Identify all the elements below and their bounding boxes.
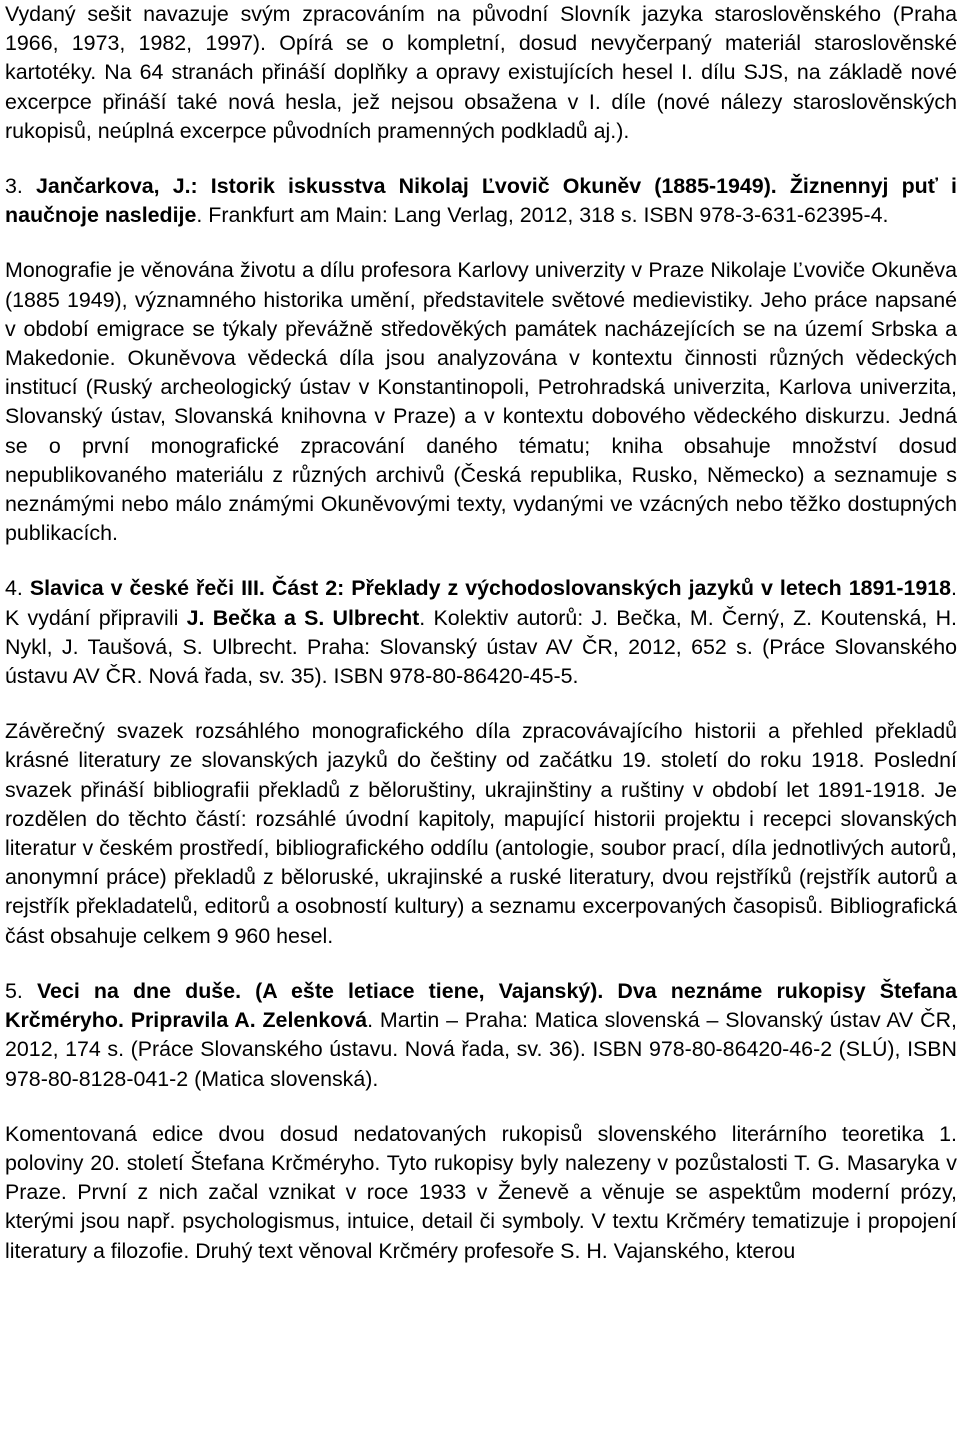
entry-5-citation — [5, 977, 957, 1094]
intro-paragraph: Vydaný sešit navazuje svým zpracováním na původní Slovník jazyka staroslověnského (Praha 1966, 1973, 1982, 1997). Opírá se o kompletní, dosud nevyčerpaný materiál staroslověnské kartotéky. Na 64 stranách přináší doplňky a opravy existujících hesel I. dílu SJS, na základě nové excerpce přináší také nová hesla, jež nejsou obsažena v I. díle (nové nálezy staroslověnských rukopisů, neúplná excerpce původních pramenných podkladů aj.). — [5, 2, 957, 143]
entry-5-number: 5. — [5, 978, 23, 1003]
entry-5-description: Komentovaná edice dvou dosud nedatovaných rukopisů slovenského literárního teoretika 1. poloviny 20. století Štefana Krčméryho. Tyto rukopisy byly nalezeny v pozůstalosti T. G. Masaryka v Praze. První z nich začal vznikat v roce 1933 v Ženevě a věnuje se aspektům moderní prózy, kterými jsou např. psychologismus, intuice, detail či symboly. V textu Krčméry tematizuje i propojení literatury a filozofie. Druhý text věnoval Krčméry profesoře S. H. Vajanského, kterou — [5, 1121, 957, 1263]
entry-3-publication: . Frankfurt am Main: Lang Verlag, 2012, 318 s. ISBN 978-3-631-62395-4. — [196, 203, 889, 228]
entry-4-number: 4. — [5, 576, 23, 601]
entry-3-citation — [5, 172, 957, 230]
document-page — [5, 0, 957, 1266]
entry-4-title: Slavica v české řeči III. Část 2: Překlady z východoslovanských jazyků v letech 1891-1918 — [29, 576, 952, 601]
entry-5-title: Veci na dne duše. (A ešte letiace tiene, Vajanský). Dva neznáme rukopisy Štefana Krčméryho. Pripravila A. Zelenková — [5, 978, 957, 1033]
entry-3-title: : Istorik iskusstva Nikolaj Ľvovič Okuněv (1885-1949). Žiznennyj puť i naučnoje nasledije — [5, 174, 957, 228]
entry-3-number: 3. — [5, 174, 23, 199]
entry-4-mid-text: . K vydání připravili — [5, 576, 957, 630]
entry-4-description: Závěrečný svazek rozsáhlého monografického díla zpracovávajícího historii a přehled překladů krásné literatury ze slovanských jazyků do češtiny od začátku 19. století do roku 1918. Poslední svazek přináší bibliografii překladů z běloruštiny, ukrajinštiny a ruštiny v období let 1891-1918. Je rozdělen do těchto částí: rozsáhlé úvodní kapitoly, mapující historii projektu i recepci slovanských literatur v českém prostředí, bibliografického oddílu (antologie, soubor prací, díla jednotlivých autorů, anonymní práce) překladů z běloruské, ukrajinské a ruské literatury, dvou rejstříků (rejstřík autorů a rejstřík překladatelů, editorů a osobností kultury) a seznamu excerpovaných časopisů. Bibliografická část obsahuje celkem 9 960 hesel. — [5, 719, 957, 948]
entry-4-publication: . Kolektiv autorů: J. Bečka, M. Černý, Z. Koutenská, H. Nykl, J. Taušová, S. Ulbrecht. Praha: Slovanský ústav AV ČR, 2012, 652 s. (Práce Slovanského ústavu AV ČR. Nová řada, sv. 35). ISBN 978-80-86420-45-5. — [5, 605, 957, 689]
entry-3-description: Monografie je věnována životu a dílu profesora Karlovy univerzity v Praze Nikolaje Ľvoviče Okuněva (1885 1949), významného historika umění, představitele světové medievistiky. Jeho práce napsané v období emigrace se týkaly převážně středověkých památek nacházejících se na území Srbska a Makedonie. Okuněvova vědecká díla jsou analyzována v kontextu činnosti různých vědeckých institucí (Ruský archeologický ústav v Konstantinopoli, Petrohradská univerzita, Karlova univerzita, Slovanský ústav, Slovanská knihovna v Praze) a v kontextu dobového vědeckého diskurzu. Jedná se o první monografické zpracování daného tématu; kniha obsahuje množství dosud nepublikovaného materiálu z různých archivů (Česká republika, Rusko, Německo) a seznamuje s neznámými nebo málo známými Okuněvovými texty, vydanými ve vzácných nebo těžko dostupných publikacích. — [5, 258, 957, 546]
entry-4-citation — [5, 574, 957, 691]
entry-3-author: Jančarkova, J. — [35, 174, 191, 199]
entry-5-publication: . Martin – Praha: Matica slovenská – Slovanský ústav AV ČR, 2012, 174 s. (Práce Slovanského ústavu. Nová řada, sv. 36). ISBN 978-80-86420-46-2 (SLÚ), ISBN 978-80-8128-041-2 (Matica slovenská). — [5, 1008, 957, 1091]
entry-4-editors: J. Bečka a S. Ulbrecht — [186, 605, 420, 630]
